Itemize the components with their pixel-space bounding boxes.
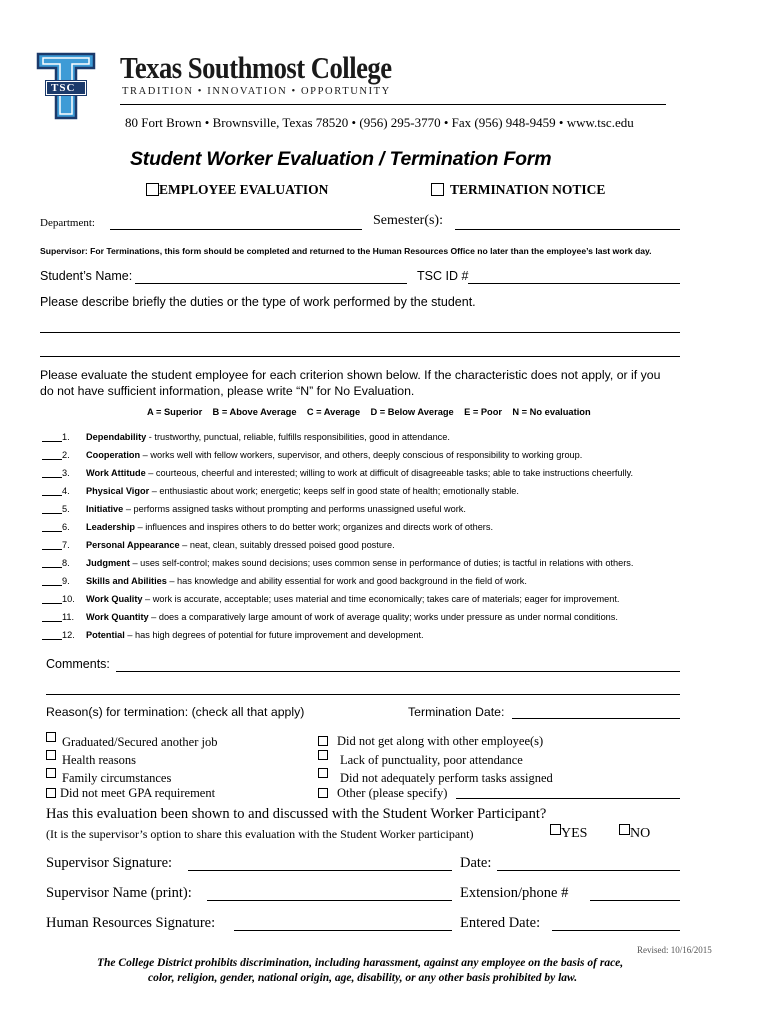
criterion-desc: – enthusiastic about work; energetic; keeps self in good state of health; emotionally stable. [149, 486, 519, 496]
rating-blank[interactable] [42, 469, 62, 478]
reason-checkbox[interactable] [318, 768, 328, 778]
rating-blank[interactable] [42, 541, 62, 550]
reason-graduated[interactable] [46, 732, 218, 750]
criterion-row [42, 522, 493, 532]
reason-family[interactable] [46, 768, 171, 786]
nondiscrimination-line-1: The College District prohibits discrimination, including harassment, against any employee on the basis of race, [97, 957, 624, 969]
criterion-desc: – work is accurate, acceptable; uses material and time economically; takes care of materials; eager for improvement. [142, 594, 620, 604]
yes-label: YES [561, 826, 588, 841]
reason-label: Did not get along with other employee(s) [337, 734, 544, 748]
criterion-row [42, 576, 527, 586]
student-name-label: Student’s Name: [40, 269, 133, 283]
reason-other[interactable] [318, 786, 447, 801]
criterion-row [42, 504, 466, 514]
tagline: TRADITION • INNOVATION • OPPORTUNITY [122, 86, 391, 97]
criterion-number: 4. [62, 486, 70, 496]
evaluate-instructions-1: Please evaluate the student employee for each criterion shown below. If the characteristic does not apply, or if you [40, 368, 661, 382]
rating-blank[interactable] [42, 451, 62, 460]
hr-signature-label: Human Resources Signature: [46, 915, 216, 931]
criterion-number: 9. [62, 576, 70, 586]
comments-line-2[interactable] [46, 694, 680, 695]
criterion-number: 6. [62, 522, 70, 532]
criterion-name: Leadership [86, 522, 136, 532]
termination-notice-label: TERMINATION NOTICE [450, 182, 606, 197]
reason-checkbox[interactable] [46, 768, 56, 778]
address-line: 80 Fort Brown • Brownsville, Texas 78520 • (956) 295-3770 • Fax (956) 948-9459 • www.tsc.edu [125, 115, 634, 130]
criterion-name: Physical Vigor [86, 486, 150, 496]
reason-label: Did not meet GPA requirement [60, 786, 216, 800]
criterion-number: 1. [62, 432, 70, 442]
reason-checkbox[interactable] [318, 736, 328, 746]
entered-date-field[interactable] [552, 930, 680, 931]
rating-blank[interactable] [42, 613, 62, 622]
supervisor-name-field[interactable] [207, 900, 452, 901]
reason-checkbox[interactable] [318, 788, 328, 798]
criterion-name: Dependability [86, 432, 147, 442]
rating-blank[interactable] [42, 523, 62, 532]
rating-blank[interactable] [42, 631, 62, 640]
criterion-name: Potential [86, 630, 125, 640]
criterion-name: Initiative [86, 504, 124, 514]
criterion-desc: – does a comparatively large amount of work of average quality; works under pressure as under normal conditions. [148, 612, 618, 622]
termination-date-label: Termination Date: [408, 705, 505, 719]
extension-field[interactable] [590, 900, 680, 901]
criterion-desc: – works well with fellow workers, supervisor, and others, deeply conscious of responsibility to working group. [140, 450, 583, 460]
duties-line-1[interactable] [40, 332, 680, 333]
criterion-name: Work Quantity [86, 612, 149, 622]
reason-label: Other (please specify) [337, 786, 448, 800]
rating-scale: A = Superior B = Above Average C = Average D = Below Average E = Poor N = No evaluation [147, 407, 591, 417]
rating-blank[interactable] [42, 559, 62, 568]
yes-checkbox[interactable] [550, 824, 561, 835]
criterion-row [42, 612, 618, 622]
criterion-row [42, 486, 519, 496]
criterion-name: Cooperation [86, 450, 141, 460]
criterion-row [42, 558, 633, 568]
termination-reasons-label: Reason(s) for termination: (check all that apply) [46, 705, 305, 719]
reason-employee-conflict[interactable] [318, 734, 543, 749]
department-field[interactable] [110, 229, 362, 230]
reason-label: Graduated/Secured another job [62, 735, 218, 749]
reason-punctuality[interactable] [318, 750, 523, 768]
discussion-question: Has this evaluation been shown to and discussed with the Student Worker Participant? [46, 806, 547, 822]
reason-label: Health reasons [62, 753, 136, 767]
criterion-number: 5. [62, 504, 70, 514]
no-checkbox[interactable] [619, 824, 630, 835]
termination-date-field[interactable] [512, 718, 680, 719]
criterion-desc: – influences and inspires others to do better work; organizes and directs work of others. [135, 522, 494, 532]
reason-health[interactable] [46, 750, 136, 768]
criterion-number: 7. [62, 540, 70, 550]
supervisor-name-label: Supervisor Name (print): [46, 885, 192, 901]
college-name: Texas Southmost College [120, 50, 392, 85]
evaluate-instructions-2: do not have sufficient information, please write “N” for No Evaluation. [40, 384, 415, 398]
criterion-number: 11. [62, 612, 75, 622]
tsc-id-field[interactable] [468, 283, 680, 284]
reason-checkbox[interactable] [46, 750, 56, 760]
reason-label: Lack of punctuality, poor attendance [340, 753, 523, 767]
date-label: Date: [460, 855, 492, 871]
criterion-desc: – neat, clean, suitably dressed poised good posture. [179, 540, 395, 550]
criterion-row [42, 540, 395, 550]
criterion-number: 8. [62, 558, 70, 568]
termination-notice-checkbox[interactable] [431, 183, 444, 196]
duties-prompt: Please describe briefly the duties or the type of work performed by the student. [40, 295, 476, 309]
termination-notice-option[interactable] [431, 181, 605, 199]
extension-label: Extension/phone # [460, 885, 569, 901]
reason-label: Did not adequately perform tasks assigned [340, 771, 553, 785]
department-label: Department: [40, 217, 95, 229]
reason-label: Family circumstances [62, 771, 172, 785]
criterion-desc: – has knowledge and ability essential for work and good background in the field of work. [166, 576, 527, 586]
no-label: NO [630, 826, 651, 841]
comments-line-1[interactable] [116, 671, 680, 672]
rating-blank[interactable] [42, 433, 62, 442]
criterion-row [42, 432, 450, 442]
criterion-desc: – performs assigned tasks without prompting and performs unassigned useful work. [123, 504, 466, 514]
semester-label: Semester(s): [373, 213, 443, 228]
date-field[interactable] [497, 870, 680, 871]
criterion-name: Work Attitude [86, 468, 146, 478]
logo-text: TSC [51, 82, 76, 94]
reason-performance[interactable] [318, 768, 553, 786]
criterion-desc: – courteous, cheerful and interested; willing to work at difficult of disagreeable tasks; able to take instructions cheerfully. [145, 468, 634, 478]
criterion-number: 2. [62, 450, 70, 460]
reason-checkbox[interactable] [46, 788, 56, 798]
criterion-name: Skills and Abilities [86, 576, 167, 586]
criterion-name: Personal Appearance [86, 540, 180, 550]
yes-option[interactable] [550, 824, 587, 842]
hr-signature-field[interactable] [234, 930, 452, 931]
rating-blank[interactable] [42, 577, 62, 586]
student-name-field[interactable] [135, 283, 407, 284]
employee-evaluation-label: EMPLOYEE EVALUATION [159, 182, 329, 197]
no-option[interactable] [619, 824, 650, 842]
criterion-row [42, 450, 582, 460]
comments-label: Comments: [46, 657, 110, 671]
tsc-logo [36, 52, 96, 124]
criterion-name: Work Quality [86, 594, 143, 604]
reason-checkbox[interactable] [318, 750, 328, 760]
rating-blank[interactable] [42, 595, 62, 604]
criterion-desc: – uses self-control; makes sound decisions; uses common sense in performance of duties; is tactful in relations with others. [129, 558, 634, 568]
employee-evaluation-checkbox[interactable] [146, 183, 159, 196]
criterion-name: Judgment [86, 558, 130, 568]
discussion-note: (It is the supervisor’s option to share this evaluation with the Student Worker participant) [46, 827, 474, 841]
tsc-id-label: TSC ID # [417, 269, 469, 283]
criterion-number: 3. [62, 468, 70, 478]
reason-checkbox[interactable] [46, 732, 56, 742]
criterion-row [42, 468, 633, 478]
semester-field[interactable] [455, 229, 680, 230]
criterion-number: 10. [62, 594, 75, 604]
rating-blank[interactable] [42, 505, 62, 514]
supervisor-note: Supervisor: For Terminations, this form should be completed and returned to the Human Resources Office no later than the employee’s last work day. [40, 246, 652, 256]
revised-date: Revised: 10/16/2015 [637, 945, 712, 955]
nondiscrimination-line-2: color, religion, gender, national origin, age, disability, or any other basis prohibited by law. [148, 972, 578, 984]
rating-blank[interactable] [42, 487, 62, 496]
criterion-number: 12. [62, 630, 75, 640]
other-specify-field[interactable] [456, 798, 680, 799]
employee-evaluation-option[interactable] [146, 181, 328, 199]
supervisor-signature-label: Supervisor Signature: [46, 855, 173, 871]
criterion-desc: - trustworthy, punctual, reliable, fulfills responsibilities, good in attendance. [146, 432, 450, 442]
supervisor-signature-field[interactable] [188, 870, 452, 871]
reason-gpa[interactable] [46, 786, 215, 801]
form-title: Student Worker Evaluation / Termination Form [130, 148, 552, 170]
criterion-row [42, 594, 619, 604]
header-rule [120, 104, 666, 105]
criterion-desc: – has high degrees of potential for future improvement and development. [124, 630, 424, 640]
entered-date-label: Entered Date: [460, 915, 541, 931]
criterion-row [42, 630, 424, 640]
duties-line-2[interactable] [40, 356, 680, 357]
